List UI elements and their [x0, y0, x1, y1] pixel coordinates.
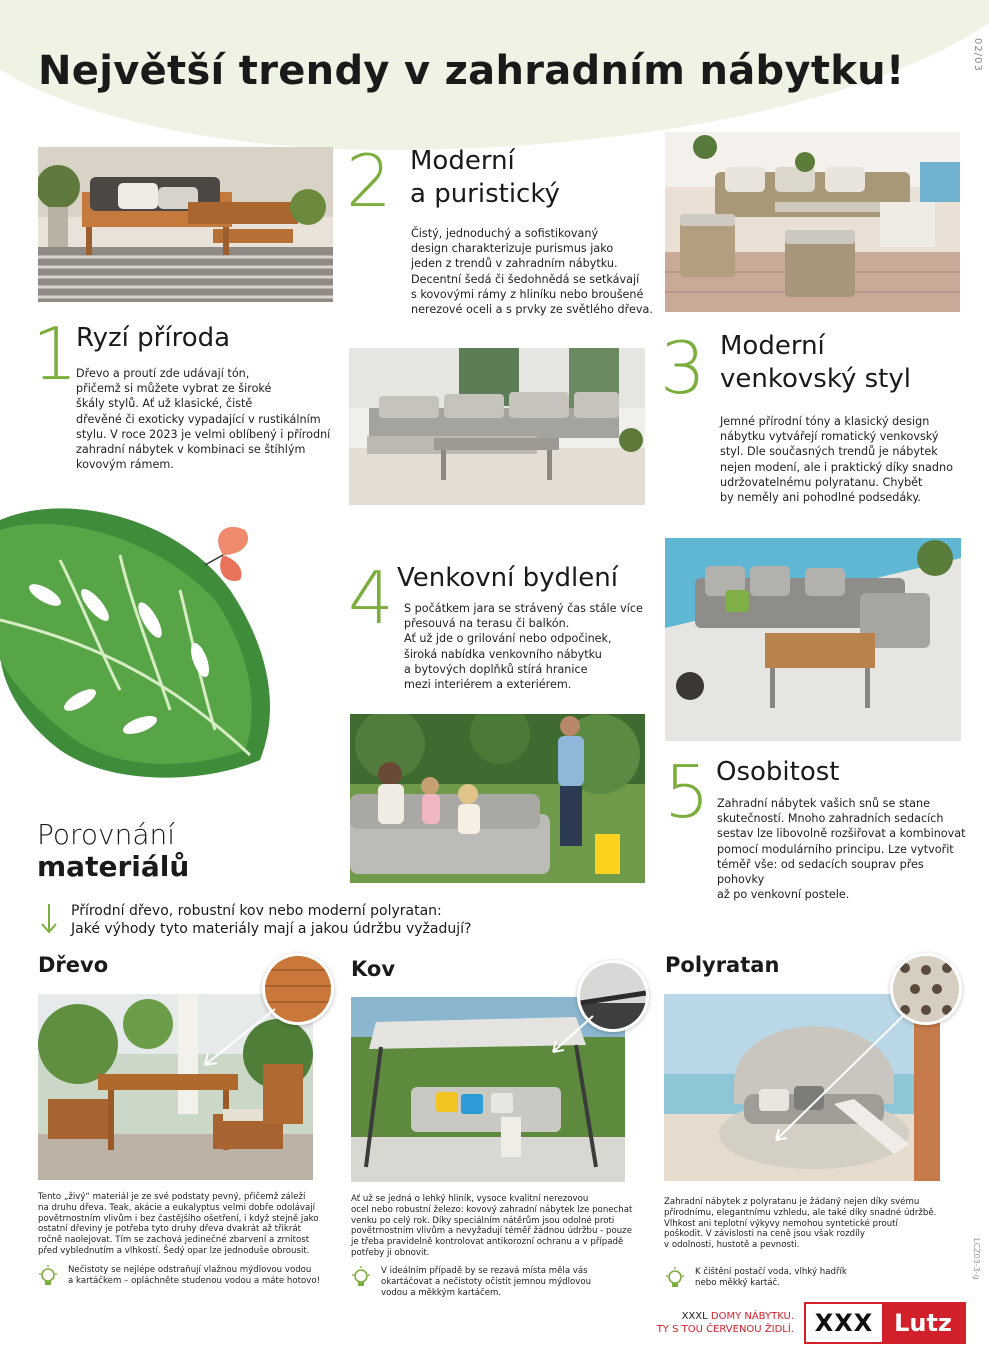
trend-4-text: S počátkem jara se strávený čas stále více přesouvá na terasu či balkón. Ať už jde o grilování nebo odpočinek, široká nabídka venkovního nábytku a bytových doplňků stírá hranice mezi interiérem a exteriérem.: [404, 602, 643, 692]
comparison-intro-line1: Přírodní dřevo, robustní kov nebo moderní polyratan:: [71, 903, 442, 919]
trend-3-number: 3: [660, 326, 706, 410]
lightbulb-icon: [665, 1267, 685, 1289]
logo-lutz: Lutz: [882, 1304, 964, 1342]
footer-slogan-line2: TY S TOU ČERVENOU ŽIDLÍ.: [656, 1324, 794, 1335]
lightbulb-icon: [38, 1265, 58, 1287]
comparison-intro-line2: Jaké výhody tyto materiály mají a jakou údržbu vyžadují?: [71, 921, 472, 937]
material-metal-tip: [351, 1266, 591, 1298]
material-metal-text: Ať už se jedná o lehký hliník, vysoce kvalitní nerezovou ocel nebo robustní železo: kovový zahradní nábytek lze ponechat venku po celý rok. Díky speciálním nátěrům jsou odolné proti povětrnostním vlivům a nevyžadují téměř žádnou údržbu - pouze je třeba pravidelně kontrolovat antikorozní ochranu a v případě potřeby ji obnovit.: [351, 1194, 633, 1258]
trend-2-title: Moderní a puristický: [410, 146, 560, 209]
photo-modern-grey-sofa: [349, 348, 645, 505]
trend-5-text: Zahradní nábytek vašich snů se stane skutečností. Mnoho zahradních sedacích sestav lze libovolně rozšiřovat a kombinovat pomocí modulárního principu. Lze vytvořit téměř vše: od sedacích souprav přes pohovky až po venkovní postele.: [717, 797, 966, 902]
comparison-heading-bold: materiálů: [37, 850, 190, 883]
trend-2-number: 2: [346, 139, 392, 223]
material-wood-tip: [38, 1265, 320, 1287]
monstera-leaf-illustration: [0, 500, 290, 790]
trend-2-text: Čistý, jednoduchý a sofistikovaný design charakterizuje purismus jako jeden z trendů v zahradním nábytku. Decentní šedá či šedohnědá se setkávají s kovovými rámy z hliníku nebo broušené nerezové oceli a s prvky ze světlého dřeva.: [411, 227, 653, 317]
trend-5-title: Osobitost: [716, 757, 840, 787]
photo-pool-lounge-set: [665, 538, 961, 741]
catalog-code: LCZ03-3-g: [972, 1238, 981, 1280]
trend-3-title: Moderní venkovský styl: [720, 331, 911, 394]
metal-pointer-arrow: [548, 1012, 598, 1061]
trend-3-text: Jemné přírodní tóny a klasický design nábytku vytvářejí romatický venkovský styl. Dle současných trendů je nábytek nejen modení, ale i praktický díky snadno udržovatelnému polyratanu. Chybět by neměly ani pohodlné podsedáky.: [720, 415, 953, 505]
material-polyrattan-title: Polyratan: [665, 953, 780, 977]
logo-xxx: XXX: [806, 1304, 882, 1342]
trend-1-number: 1: [32, 312, 78, 396]
photo-rattan-dining-set: [665, 132, 960, 312]
slogan-domy-nabytku: DOMY NÁBYTKU.: [710, 1311, 794, 1322]
trend-4-number: 4: [348, 556, 394, 640]
material-metal-title: Kov: [351, 957, 396, 981]
page-title: Největší trendy v zahradním nábytku!: [38, 48, 905, 94]
polyrattan-pointer-arrow: [770, 1010, 910, 1149]
trend-4-title: Venkovní bydlení: [397, 563, 618, 593]
page-number: 02/03: [972, 38, 983, 72]
lightbulb-icon: [351, 1266, 371, 1288]
material-wood-text: Tento „živý“ materiál je ze své podstaty pevný, přičemž záleží na druhu dřeva. Teak, akácie a eukalyptus velmi dobře odolávají povětrnostním vlivům i bez častějšího ošetření, i když stejně jako ostatní dřeviny je potřeba tyto druhy dřeva dvakrát až třikrát ročně naolejovat. Tím se zachová jedinečné zbarvení a zrnitost před vyblednutím a vlhkostí. Šedý opar lze jednoduše obrousit.: [38, 1192, 319, 1256]
trend-1-text: Dřevo a proutí zde udávají tón, přičemž si můžete vybrat ze široké škály stylů. Ať už klasické, čistě dřevěné či exoticky vypadající v rustikálním stylu. V roce 2023 je velmi oblíbený i přírodní zahradní nábytek v kombinaci se štíhlým kovovým rámem.: [76, 367, 331, 472]
material-polyrattan-tip: [665, 1267, 847, 1289]
wood-pointer-arrow: [200, 1005, 280, 1074]
photo-wooden-daybed: [38, 147, 333, 302]
material-wood-title: Dřevo: [38, 953, 109, 977]
photo-family-garden: [350, 714, 645, 883]
xxxlutz-logo[interactable]: [804, 1302, 966, 1344]
arrow-down-icon: [40, 904, 58, 938]
material-polyrattan-text: Zahradní nábytek z polyratanu je žádaný nejen díky svému přírodnímu, elegantnímu vzhledu, ale také díky snadné údržbě. Vlhkost ani teplotní výkyvy nemohou syntetické proutí poškodit. V závislosti na ceně jsou však rozdíly v odolnosti, hustotě a pevnosti.: [664, 1197, 937, 1251]
trend-5-number: 5: [664, 750, 710, 834]
trend-1-title: Ryzí příroda: [76, 323, 231, 353]
slogan-xxxl: XXXL: [681, 1311, 711, 1322]
material-metal-tip-text: V ideálním případě by se rezavá místa měla vás okartáčovat a nečistoty očistit jemnou mýdlovou vodou a měkkým kartáčem.: [381, 1266, 592, 1298]
material-polyrattan-tip-text: K čištění postačí voda, vlhký hadřík nebo měkký kartáč.: [695, 1267, 847, 1288]
material-wood-tip-text: Nečistoty se nejlépe odstraňují vlažnou mýdlovou vodou a kartáčkem – opláchněte studenou vodou a máte hotovo!: [68, 1265, 321, 1286]
footer-slogan-line1: [590, 1310, 794, 1323]
comparison-heading-light: Porovnání: [37, 818, 176, 851]
footer-slogan: [590, 1310, 794, 1336]
